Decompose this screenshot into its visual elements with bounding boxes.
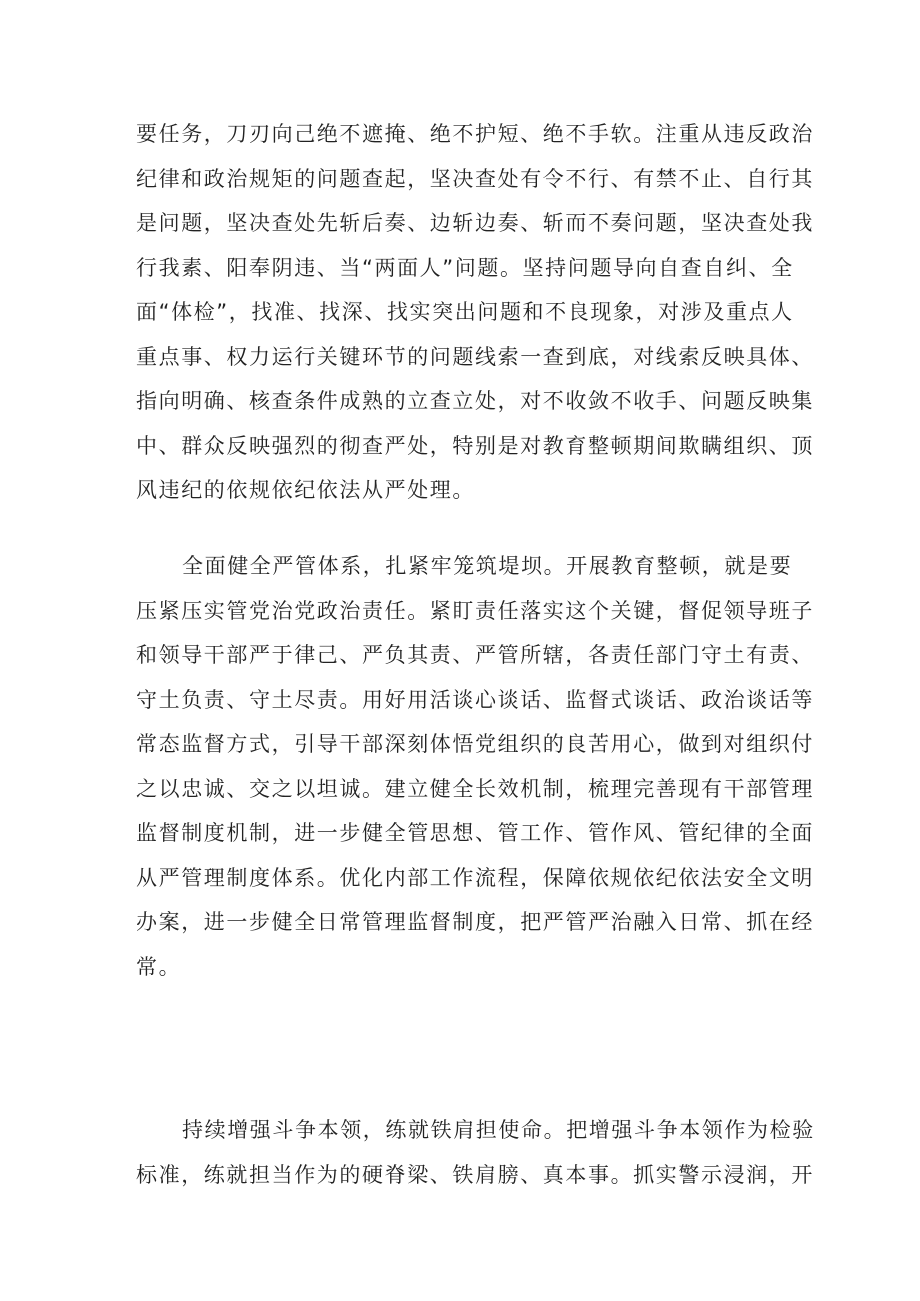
text-line: 中、群众反映强烈的彻查严处，特别是对教育整顿期间欺瞒组织、顶 <box>136 433 814 458</box>
text-line: 要任务，刀刃向己绝不遮掩、绝不护短、绝不手软。注重从违反政治 <box>136 122 814 146</box>
text-line: 守土负责、守土尽责。用好用活谈心谈话、监督式谈话、政治谈话等 <box>136 687 814 712</box>
text-line: 和领导干部严于律己、严负其责、严管所辖，各责任部门守土有责、 <box>136 643 814 667</box>
text-line: 行我素、阳奉阴违、当“两面人”问题。坚持问题导向自查自纠、全 <box>136 255 794 280</box>
text-line: 指向明确、核查条件成熟的立查立处，对不收敛不收手、问题反映集 <box>136 389 814 413</box>
text-line: 常态监督方式，引导干部深刻体悟党组织的良苦用心，做到对组织付 <box>136 732 814 756</box>
text-line: 从严管理制度体系。优化内部工作流程，保障依规依纪依法安全文明 <box>136 865 814 890</box>
text-line: 纪律和政治规矩的问题查起，坚决查处有令不行、有禁不止、自行其 <box>136 166 814 191</box>
paragraph-3 <box>136 1108 815 1197</box>
text-line: 是问题，坚决查处先斩后奏、边斩边奏、斩而不奏问题，坚决查处我 <box>136 211 814 235</box>
paragraph-2 <box>136 544 814 989</box>
text-line: 持续增强斗争本领，练就铁肩担使命。把增强斗争本领作为检验 <box>182 1118 815 1142</box>
text-line: 压紧压实管党治党政治责任。紧盯责任落实这个关键，督促领导班子 <box>136 598 814 623</box>
text-line: 办案，进一步健全日常管理监督制度，把严管严治融入日常、抓在经 <box>136 910 814 934</box>
text-line: 之以忠诚、交之以坦诚。建立健全长效机制，梳理完善现有干部管理 <box>136 776 814 801</box>
paragraph-1 <box>136 112 814 513</box>
text-line: 标准，练就担当作为的硬脊梁、铁肩膀、真本事。抓实警示浸润，开 <box>136 1162 814 1187</box>
text-line: 重点事、权力运行关键环节的问题线索一查到底，对线索反映具体、 <box>136 344 814 369</box>
text-line: 常。 <box>136 954 182 979</box>
text-line: 监督制度机制，进一步健全管思想、管工作、管作风、管纪律的全面 <box>136 821 814 845</box>
text-line: 面“体检”，找准、找深、找实突出问题和不良现象，对涉及重点人 <box>136 300 794 324</box>
text-line: 风违纪的依规依纪依法从严处理。 <box>136 478 475 502</box>
text-line: 全面健全严管体系，扎紧牢笼筑堤坝。开展教育整顿，就是要 <box>182 554 793 578</box>
